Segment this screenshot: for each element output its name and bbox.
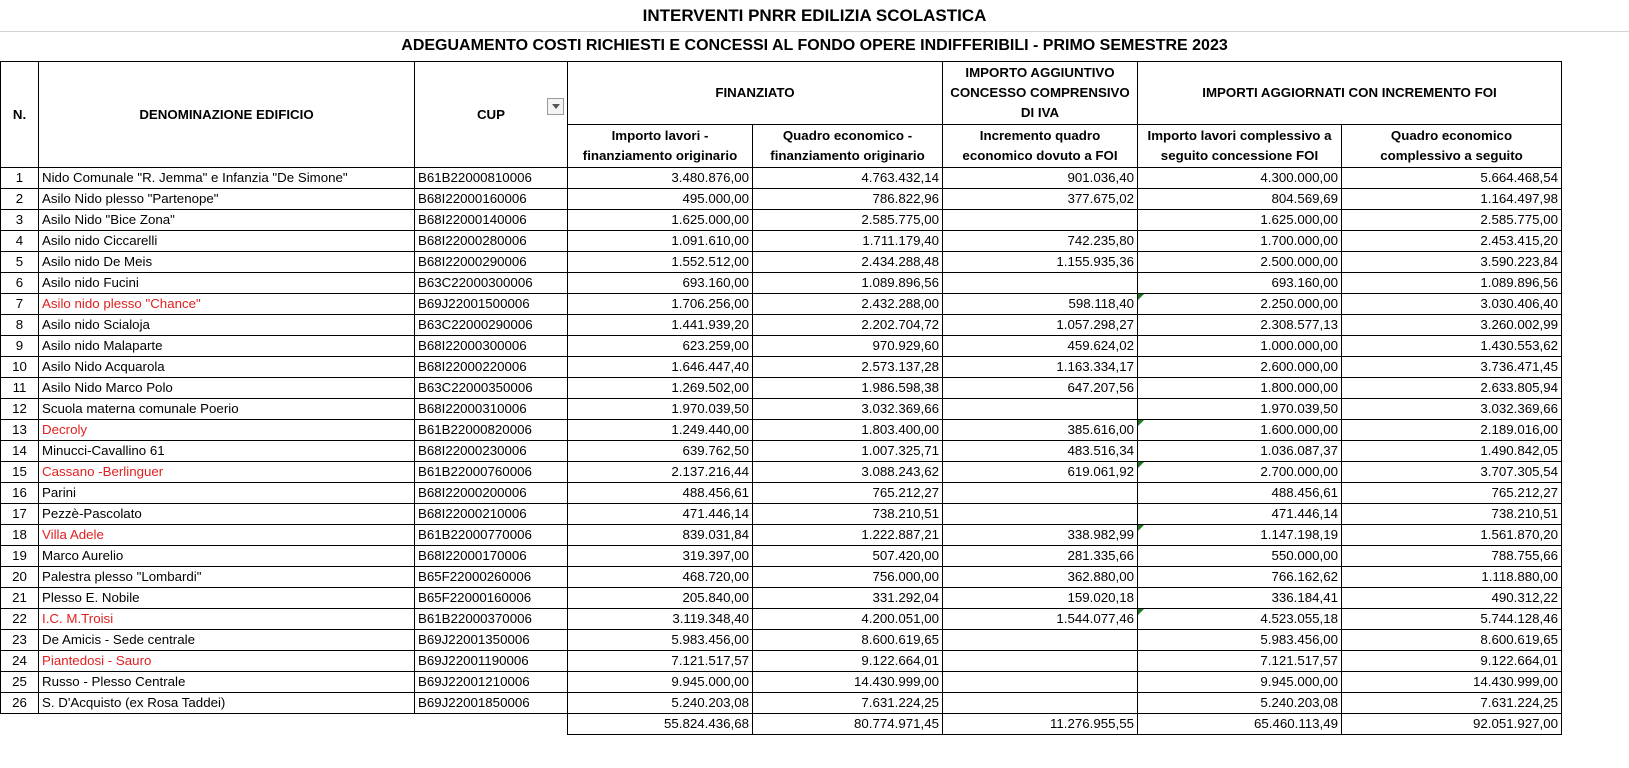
- cell-quadro-economico[interactable]: 2.434.288,48: [753, 252, 943, 273]
- cell-importo-lavori[interactable]: 468.720,00: [568, 567, 753, 588]
- cell-denominazione[interactable]: I.C. M.Troisi: [39, 609, 415, 630]
- cell-quadro-aggiornato[interactable]: 765.212,27: [1342, 483, 1562, 504]
- cell-cup[interactable]: B69J22001190006: [415, 651, 568, 672]
- cell-n[interactable]: 25: [1, 672, 39, 693]
- cell-quadro-aggiornato[interactable]: 14.430.999,00: [1342, 672, 1562, 693]
- cell-incremento[interactable]: [943, 483, 1138, 504]
- cell-cup[interactable]: B63C22000350006: [415, 378, 568, 399]
- totals-spacer: [415, 714, 568, 735]
- cell-cup[interactable]: B63C22000300006: [415, 273, 568, 294]
- table-row: [1, 273, 1562, 294]
- cell-cup[interactable]: B68I22000210006: [415, 504, 568, 525]
- table-row: [1, 420, 1562, 441]
- cell-importo-lavori[interactable]: 2.137.216,44: [568, 462, 753, 483]
- cell-cup[interactable]: B65F22000260006: [415, 567, 568, 588]
- subheader-incremento: [943, 125, 1138, 168]
- cell-quadro-economico[interactable]: 331.292,04: [753, 588, 943, 609]
- cell-incremento[interactable]: 598.118,40: [943, 294, 1138, 315]
- cell-incremento[interactable]: 647.207,56: [943, 378, 1138, 399]
- cell-quadro-aggiornato[interactable]: 5.664.468,54: [1342, 168, 1562, 189]
- table-row: [1, 567, 1562, 588]
- cell-quadro-economico[interactable]: 786.822,96: [753, 189, 943, 210]
- cell-cup[interactable]: B68I22000170006: [415, 546, 568, 567]
- cell-lavori-aggiornati[interactable]: 1.800.000,00: [1138, 378, 1342, 399]
- cell-quadro-economico[interactable]: 9.122.664,01: [753, 651, 943, 672]
- cell-quadro-economico[interactable]: 1.803.400,00: [753, 420, 943, 441]
- header-denominazione: DENOMINAZIONE EDIFICIO: [39, 62, 415, 168]
- cell-denominazione[interactable]: Plesso E. Nobile: [39, 588, 415, 609]
- subheader-line: Quadro economico -: [782, 128, 913, 143]
- cell-denominazione[interactable]: Asilo Nido Acquarola: [39, 357, 415, 378]
- cell-quadro-economico[interactable]: 8.600.619,65: [753, 630, 943, 651]
- cell-importo-lavori[interactable]: 1.970.039,50: [568, 399, 753, 420]
- cell-n[interactable]: 22: [1, 609, 39, 630]
- cell-denominazione[interactable]: Asilo nido Malaparte: [39, 336, 415, 357]
- cell-quadro-economico[interactable]: 2.202.704,72: [753, 315, 943, 336]
- cell-quadro-aggiornato[interactable]: 1.561.870,20: [1342, 525, 1562, 546]
- cell-lavori-aggiornati[interactable]: 9.945.000,00: [1138, 672, 1342, 693]
- cell-denominazione[interactable]: Asilo Nido "Bice Zona": [39, 210, 415, 231]
- cell-quadro-economico[interactable]: 507.420,00: [753, 546, 943, 567]
- total-lavori[interactable]: 55.824.436,68: [568, 714, 753, 735]
- cell-incremento[interactable]: 281.335,66: [943, 546, 1138, 567]
- cell-denominazione[interactable]: Piantedosi - Sauro: [39, 651, 415, 672]
- cell-importo-lavori[interactable]: 623.259,00: [568, 336, 753, 357]
- cell-incremento[interactable]: 1.057.298,27: [943, 315, 1138, 336]
- cell-n[interactable]: 16: [1, 483, 39, 504]
- cell-denominazione[interactable]: Minucci-Cavallino 61: [39, 441, 415, 462]
- table-row: [1, 546, 1562, 567]
- cell-incremento[interactable]: [943, 504, 1138, 525]
- subheader-line: finanziamento originario: [582, 148, 738, 163]
- cell-quadro-aggiornato[interactable]: 3.707.305,54: [1342, 462, 1562, 483]
- subheader-line: Importo lavori complessivo a: [1147, 128, 1332, 143]
- cell-denominazione[interactable]: Parini: [39, 483, 415, 504]
- cell-incremento[interactable]: [943, 210, 1138, 231]
- cell-importo-lavori[interactable]: 3.480.876,00: [568, 168, 753, 189]
- subheader-importo-lavori: [568, 125, 753, 168]
- cell-quadro-aggiornato[interactable]: 9.122.664,01: [1342, 651, 1562, 672]
- table-row: [1, 336, 1562, 357]
- table-row: [1, 210, 1562, 231]
- cell-importo-lavori[interactable]: 1.706.256,00: [568, 294, 753, 315]
- subheader-line: finanziamento originario: [770, 148, 925, 163]
- cell-lavori-aggiornati[interactable]: 1.625.000,00: [1138, 210, 1342, 231]
- cell-n[interactable]: 8: [1, 315, 39, 336]
- table-row: [1, 483, 1562, 504]
- cell-quadro-aggiornato[interactable]: 7.631.224,25: [1342, 693, 1562, 714]
- table-row: [1, 231, 1562, 252]
- cell-incremento[interactable]: 338.982,99: [943, 525, 1138, 546]
- cell-quadro-economico[interactable]: 1.986.598,38: [753, 378, 943, 399]
- cell-denominazione[interactable]: Asilo Nido Marco Polo: [39, 378, 415, 399]
- subheader-line: Incremento quadro: [979, 128, 1101, 143]
- cell-denominazione[interactable]: Asilo nido plesso "Chance": [39, 294, 415, 315]
- cell-cup[interactable]: B68I22000160006: [415, 189, 568, 210]
- cell-cup[interactable]: B61B22000760006: [415, 462, 568, 483]
- cell-quadro-economico[interactable]: 765.212,27: [753, 483, 943, 504]
- table-row: [1, 357, 1562, 378]
- cell-quadro-aggiornato[interactable]: 1.164.497,98: [1342, 189, 1562, 210]
- cell-quadro-economico[interactable]: 738.210,51: [753, 504, 943, 525]
- table-row: [1, 294, 1562, 315]
- subheader-line: Quadro economico: [1390, 128, 1513, 143]
- cell-n[interactable]: 3: [1, 210, 39, 231]
- cell-importo-lavori[interactable]: 495.000,00: [568, 189, 753, 210]
- header-cup[interactable]: [415, 62, 568, 168]
- cell-denominazione[interactable]: Cassano -Berlinguer: [39, 462, 415, 483]
- cell-importo-lavori[interactable]: 1.091.610,00: [568, 231, 753, 252]
- cell-quadro-aggiornato[interactable]: 3.032.369,66: [1342, 399, 1562, 420]
- cell-importo-lavori[interactable]: 1.441.939,20: [568, 315, 753, 336]
- table-row: [1, 168, 1562, 189]
- cell-cup[interactable]: B68I22000290006: [415, 252, 568, 273]
- cell-n[interactable]: 7: [1, 294, 39, 315]
- subheader-line: Importo lavori -: [611, 128, 709, 143]
- cell-importo-lavori[interactable]: 1.269.502,00: [568, 378, 753, 399]
- cell-lavori-aggiornati[interactable]: 5.240.203,08: [1138, 693, 1342, 714]
- cell-incremento[interactable]: 377.675,02: [943, 189, 1138, 210]
- cell-importo-lavori[interactable]: 5.983.456,00: [568, 630, 753, 651]
- cell-quadro-economico[interactable]: 7.631.224,25: [753, 693, 943, 714]
- cell-incremento[interactable]: [943, 399, 1138, 420]
- cell-quadro-economico[interactable]: 1.089.896,56: [753, 273, 943, 294]
- subheader-quadro-aggiornato: [1342, 125, 1562, 168]
- cell-quadro-aggiornato[interactable]: 738.210,51: [1342, 504, 1562, 525]
- cell-quadro-economico[interactable]: 1.711.179,40: [753, 231, 943, 252]
- cell-n[interactable]: 14: [1, 441, 39, 462]
- cell-quadro-aggiornato[interactable]: 1.089.896,56: [1342, 273, 1562, 294]
- cell-importo-lavori[interactable]: 839.031,84: [568, 525, 753, 546]
- cell-quadro-economico[interactable]: 1.222.887,21: [753, 525, 943, 546]
- cell-n[interactable]: 12: [1, 399, 39, 420]
- table-row: [1, 189, 1562, 210]
- table-row: [1, 315, 1562, 336]
- cell-quadro-economico[interactable]: 756.000,00: [753, 567, 943, 588]
- cell-n[interactable]: 20: [1, 567, 39, 588]
- cell-n[interactable]: 24: [1, 651, 39, 672]
- cell-denominazione[interactable]: Palestra plesso "Lombardi": [39, 567, 415, 588]
- cell-cup[interactable]: B69J22001850006: [415, 693, 568, 714]
- cell-quadro-aggiornato[interactable]: 3.030.406,40: [1342, 294, 1562, 315]
- cell-lavori-aggiornati[interactable]: 804.569,69: [1138, 189, 1342, 210]
- cell-lavori-aggiornati[interactable]: 1.600.000,00: [1138, 420, 1342, 441]
- totals-spacer: [39, 714, 415, 735]
- cell-n[interactable]: 5: [1, 252, 39, 273]
- cell-cup[interactable]: B69J22001350006: [415, 630, 568, 651]
- table-row: [1, 651, 1562, 672]
- cell-incremento[interactable]: 1.155.935,36: [943, 252, 1138, 273]
- filter-dropdown-icon[interactable]: [547, 98, 564, 115]
- table-row: [1, 672, 1562, 693]
- cell-importo-lavori[interactable]: 205.840,00: [568, 588, 753, 609]
- cell-lavori-aggiornati[interactable]: 2.308.577,13: [1138, 315, 1342, 336]
- cell-lavori-aggiornati[interactable]: 1.036.087,37: [1138, 441, 1342, 462]
- total-quadro[interactable]: 80.774.971,45: [753, 714, 943, 735]
- cell-quadro-aggiornato[interactable]: 2.453.415,20: [1342, 231, 1562, 252]
- cell-n[interactable]: 18: [1, 525, 39, 546]
- cell-n[interactable]: 4: [1, 231, 39, 252]
- cell-lavori-aggiornati[interactable]: 766.162,62: [1138, 567, 1342, 588]
- cell-cup[interactable]: B61B22000810006: [415, 168, 568, 189]
- subheader-line: seguito concessione FOI: [1160, 148, 1319, 163]
- cell-lavori-aggiornati[interactable]: 550.000,00: [1138, 546, 1342, 567]
- cell-denominazione[interactable]: Decroly: [39, 420, 415, 441]
- cell-lavori-aggiornati[interactable]: 5.983.456,00: [1138, 630, 1342, 651]
- table-row: [1, 630, 1562, 651]
- cell-incremento[interactable]: 385.616,00: [943, 420, 1138, 441]
- table-row: [1, 504, 1562, 525]
- cell-importo-lavori[interactable]: 7.121.517,57: [568, 651, 753, 672]
- totals-spacer: [1, 714, 39, 735]
- cell-n[interactable]: 1: [1, 168, 39, 189]
- table-row: [1, 399, 1562, 420]
- cell-incremento[interactable]: 901.036,40: [943, 168, 1138, 189]
- cell-quadro-aggiornato[interactable]: 1.118.880,00: [1342, 567, 1562, 588]
- cell-cup[interactable]: B65F22000160006: [415, 588, 568, 609]
- cell-importo-lavori[interactable]: 9.945.000,00: [568, 672, 753, 693]
- cell-quadro-economico[interactable]: 2.573.137,28: [753, 357, 943, 378]
- cell-cup[interactable]: B68I22000140006: [415, 210, 568, 231]
- cell-lavori-aggiornati[interactable]: 2.500.000,00: [1138, 252, 1342, 273]
- cell-quadro-aggiornato[interactable]: 5.744.128,46: [1342, 609, 1562, 630]
- header-importo-aggiuntivo-line2: CONCESSO COMPRENSIVO: [950, 85, 1130, 100]
- cell-denominazione[interactable]: Asilo Nido plesso "Partenope": [39, 189, 415, 210]
- header-importo-aggiuntivo: [943, 62, 1138, 125]
- cell-importo-lavori[interactable]: 3.119.348,40: [568, 609, 753, 630]
- cell-denominazione[interactable]: S. D'Acquisto (ex Rosa Taddei): [39, 693, 415, 714]
- cell-quadro-economico[interactable]: 14.430.999,00: [753, 672, 943, 693]
- cell-quadro-aggiornato[interactable]: 3.736.471,45: [1342, 357, 1562, 378]
- cell-lavori-aggiornati[interactable]: 2.250.000,00: [1138, 294, 1342, 315]
- cell-cup[interactable]: B63C22000290006: [415, 315, 568, 336]
- sheet-title: INTERVENTI PNRR EDILIZIA SCOLASTICA: [0, 0, 1629, 32]
- cell-incremento[interactable]: 362.880,00: [943, 567, 1138, 588]
- cell-denominazione[interactable]: Nido Comunale "R. Jemma" e Infanzia "De Simone": [39, 168, 415, 189]
- cell-quadro-aggiornato[interactable]: 3.590.223,84: [1342, 252, 1562, 273]
- cell-importo-lavori[interactable]: 471.446,14: [568, 504, 753, 525]
- cell-cup[interactable]: B68I22000220006: [415, 357, 568, 378]
- cell-cup[interactable]: B61B22000370006: [415, 609, 568, 630]
- cell-importo-lavori[interactable]: 693.160,00: [568, 273, 753, 294]
- cell-lavori-aggiornati[interactable]: 471.446,14: [1138, 504, 1342, 525]
- sheet-subtitle: ADEGUAMENTO COSTI RICHIESTI E CONCESSI AL FONDO OPERE INDIFFERIBILI - PRIMO SEMESTRE 2023: [401, 36, 1228, 54]
- cell-quadro-aggiornato[interactable]: 2.633.805,94: [1342, 378, 1562, 399]
- cell-importo-lavori[interactable]: 319.397,00: [568, 546, 753, 567]
- cell-importo-lavori[interactable]: 1.552.512,00: [568, 252, 753, 273]
- cell-n[interactable]: 13: [1, 420, 39, 441]
- cell-incremento[interactable]: [943, 273, 1138, 294]
- cell-quadro-economico[interactable]: 1.007.325,71: [753, 441, 943, 462]
- data-table: [0, 61, 1562, 735]
- cell-n[interactable]: 9: [1, 336, 39, 357]
- header-n: N.: [1, 62, 39, 168]
- cell-cup[interactable]: B61B22000820006: [415, 420, 568, 441]
- cell-lavori-aggiornati[interactable]: 1.000.000,00: [1138, 336, 1342, 357]
- cell-cup[interactable]: B68I22000230006: [415, 441, 568, 462]
- cell-lavori-aggiornati[interactable]: 2.600.000,00: [1138, 357, 1342, 378]
- table-row: [1, 609, 1562, 630]
- cell-lavori-aggiornati[interactable]: 4.523.055,18: [1138, 609, 1342, 630]
- table-row: [1, 441, 1562, 462]
- cell-quadro-economico[interactable]: 4.200.051,00: [753, 609, 943, 630]
- table-row: [1, 378, 1562, 399]
- cell-cup[interactable]: B61B22000770006: [415, 525, 568, 546]
- cell-n[interactable]: 21: [1, 588, 39, 609]
- cell-importo-lavori[interactable]: 1.646.447,40: [568, 357, 753, 378]
- cell-quadro-aggiornato[interactable]: 1.490.842,05: [1342, 441, 1562, 462]
- cell-lavori-aggiornati[interactable]: 1.147.198,19: [1138, 525, 1342, 546]
- cell-lavori-aggiornati[interactable]: 336.184,41: [1138, 588, 1342, 609]
- cell-n[interactable]: 26: [1, 693, 39, 714]
- cell-incremento[interactable]: 459.624,02: [943, 336, 1138, 357]
- header-importo-aggiuntivo-line1: IMPORTO AGGIUNTIVO: [965, 65, 1115, 80]
- cell-lavori-aggiornati[interactable]: 488.456,61: [1138, 483, 1342, 504]
- subheader-line: complessivo a seguito: [1380, 148, 1523, 163]
- cell-importo-lavori[interactable]: 639.762,50: [568, 441, 753, 462]
- header-finanziato: FINANZIATO: [568, 62, 943, 125]
- cell-importo-lavori[interactable]: 1.625.000,00: [568, 210, 753, 231]
- cell-quadro-aggiornato[interactable]: 8.600.619,65: [1342, 630, 1562, 651]
- cell-denominazione[interactable]: Villa Adele: [39, 525, 415, 546]
- cell-denominazione[interactable]: Asilo nido Scialoja: [39, 315, 415, 336]
- total-lavori-aggiornati[interactable]: 65.460.113,49: [1138, 714, 1342, 735]
- cell-quadro-economico[interactable]: 3.032.369,66: [753, 399, 943, 420]
- cell-denominazione[interactable]: Pezzè-Pascolato: [39, 504, 415, 525]
- cell-denominazione[interactable]: Scuola materna comunale Poerio: [39, 399, 415, 420]
- total-incremento[interactable]: 11.276.955,55: [943, 714, 1138, 735]
- table-row: [1, 693, 1562, 714]
- cell-incremento[interactable]: 159.020,18: [943, 588, 1138, 609]
- cell-denominazione[interactable]: De Amicis - Sede centrale: [39, 630, 415, 651]
- cell-lavori-aggiornati[interactable]: 2.700.000,00: [1138, 462, 1342, 483]
- cell-quadro-aggiornato[interactable]: 2.585.775,00: [1342, 210, 1562, 231]
- cell-quadro-economico[interactable]: 970.929,60: [753, 336, 943, 357]
- cell-n[interactable]: 19: [1, 546, 39, 567]
- cell-incremento[interactable]: [943, 693, 1138, 714]
- cell-denominazione[interactable]: Asilo nido De Meis: [39, 252, 415, 273]
- cell-quadro-economico[interactable]: 2.432.288,00: [753, 294, 943, 315]
- cell-incremento[interactable]: [943, 630, 1138, 651]
- cell-lavori-aggiornati[interactable]: 7.121.517,57: [1138, 651, 1342, 672]
- cell-n[interactable]: 11: [1, 378, 39, 399]
- cell-cup[interactable]: B68I22000310006: [415, 399, 568, 420]
- cell-quadro-economico[interactable]: 4.763.432,14: [753, 168, 943, 189]
- cell-lavori-aggiornati[interactable]: 1.970.039,50: [1138, 399, 1342, 420]
- cell-cup[interactable]: B69J22001500006: [415, 294, 568, 315]
- cell-quadro-economico[interactable]: 2.585.775,00: [753, 210, 943, 231]
- cell-n[interactable]: 6: [1, 273, 39, 294]
- table-body: [1, 168, 1562, 714]
- cell-quadro-aggiornato[interactable]: 788.755,66: [1342, 546, 1562, 567]
- cell-quadro-economico[interactable]: 3.088.243,62: [753, 462, 943, 483]
- table-row: [1, 588, 1562, 609]
- cell-cup[interactable]: B68I22000300006: [415, 336, 568, 357]
- header-importo-aggiuntivo-line3: DI IVA: [1020, 105, 1060, 120]
- cell-incremento[interactable]: [943, 651, 1138, 672]
- cell-incremento[interactable]: 483.516,34: [943, 441, 1138, 462]
- cell-n[interactable]: 23: [1, 630, 39, 651]
- cell-incremento[interactable]: 1.544.077,46: [943, 609, 1138, 630]
- cell-cup[interactable]: B68I22000200006: [415, 483, 568, 504]
- cell-n[interactable]: 17: [1, 504, 39, 525]
- cell-importo-lavori[interactable]: 5.240.203,08: [568, 693, 753, 714]
- table-row: [1, 462, 1562, 483]
- cell-cup[interactable]: B68I22000280006: [415, 231, 568, 252]
- cell-lavori-aggiornati[interactable]: 693.160,00: [1138, 273, 1342, 294]
- cell-quadro-aggiornato[interactable]: 490.312,22: [1342, 588, 1562, 609]
- cell-quadro-aggiornato[interactable]: 1.430.553,62: [1342, 336, 1562, 357]
- cell-n[interactable]: 10: [1, 357, 39, 378]
- cell-importo-lavori[interactable]: 1.249.440,00: [568, 420, 753, 441]
- cell-incremento[interactable]: 619.061,92: [943, 462, 1138, 483]
- cell-incremento[interactable]: 742.235,80: [943, 231, 1138, 252]
- cell-incremento[interactable]: [943, 672, 1138, 693]
- cell-denominazione[interactable]: Marco Aurelio: [39, 546, 415, 567]
- cell-importo-lavori[interactable]: 488.456,61: [568, 483, 753, 504]
- cell-lavori-aggiornati[interactable]: 1.700.000,00: [1138, 231, 1342, 252]
- table-row: [1, 525, 1562, 546]
- table-row: [1, 252, 1562, 273]
- cell-n[interactable]: 15: [1, 462, 39, 483]
- subheader-line: economico dovuto a FOI: [962, 148, 1118, 163]
- cell-quadro-aggiornato[interactable]: 2.189.016,00: [1342, 420, 1562, 441]
- header-cup-label: CUP: [476, 106, 506, 122]
- total-quadro-aggiornato[interactable]: 92.051.927,00: [1342, 714, 1562, 735]
- cell-denominazione[interactable]: Asilo nido Ciccarelli: [39, 231, 415, 252]
- cell-quadro-aggiornato[interactable]: 3.260.002,99: [1342, 315, 1562, 336]
- cell-lavori-aggiornati[interactable]: 4.300.000,00: [1138, 168, 1342, 189]
- subheader-lavori-aggiornati: [1138, 125, 1342, 168]
- cell-denominazione[interactable]: Asilo nido Fucini: [39, 273, 415, 294]
- cell-n[interactable]: 2: [1, 189, 39, 210]
- cell-cup[interactable]: B69J22001210006: [415, 672, 568, 693]
- subheader-quadro-economico: [753, 125, 943, 168]
- cell-incremento[interactable]: 1.163.334,17: [943, 357, 1138, 378]
- header-importi-aggiornati: IMPORTI AGGIORNATI CON INCREMENTO FOI: [1138, 62, 1562, 125]
- cell-denominazione[interactable]: Russo - Plesso Centrale: [39, 672, 415, 693]
